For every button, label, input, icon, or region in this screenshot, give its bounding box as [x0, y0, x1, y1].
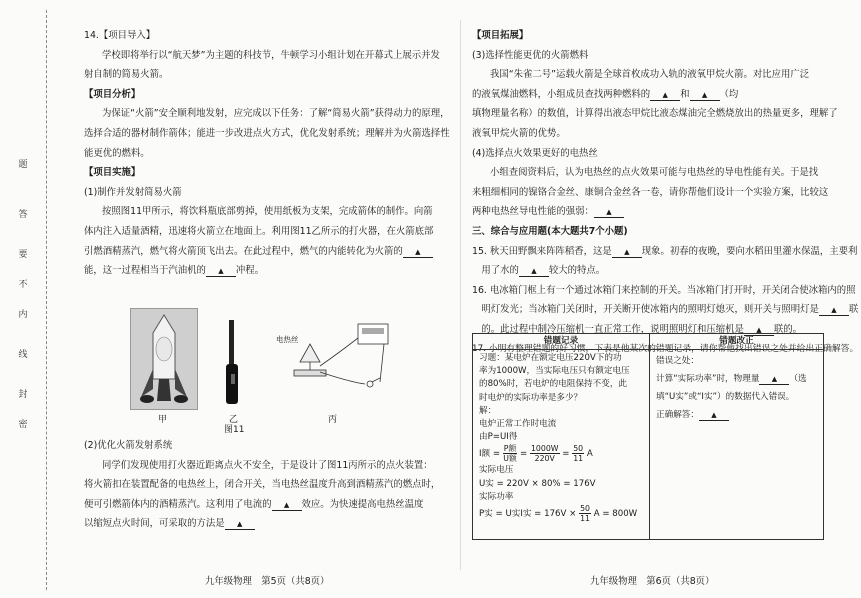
fig-label-c: 丙	[328, 415, 338, 425]
binding-char: 密	[18, 420, 28, 430]
impl-title: 【项目实施】	[84, 167, 141, 179]
fraction	[579, 504, 591, 523]
analysis-line: 为保证“火箭”安全顺利地发射，应完成以下任务：了解“简易火箭”获得动力的原理，	[102, 108, 450, 120]
answer-blank[interactable]: ▲	[403, 248, 433, 258]
answer-blank[interactable]: ▲	[519, 267, 549, 277]
impl-line: 体内注入适量酒精，迅速将火箭立在地面上。利用图11乙所示的打火器，在火箭底部	[84, 225, 434, 237]
correction-text: 正确解答：	[656, 410, 699, 420]
fig-label-b: 乙	[229, 415, 239, 425]
record-line: 时电炉的实际功率是多少？	[479, 392, 583, 403]
fraction	[530, 444, 560, 463]
subquestion-4: (4)选择点火效果更好的电热丝	[472, 147, 598, 159]
heating-wire-label: 电热丝	[276, 335, 299, 344]
fig-label-a: 甲	[158, 415, 168, 425]
opt-line: 将火箭扣在装置配备的电热丝上，闭合开关，当电热丝温度升高到酒精蒸汽的燃点时，	[84, 479, 441, 491]
impl-text: 能，这一过程相当于汽油机的	[84, 265, 206, 277]
equals-sign: =	[562, 449, 573, 460]
impl-line	[84, 261, 446, 281]
record-line: 解：	[479, 405, 497, 416]
opt-text: 便可引燃箭体内的酒精蒸汽。这利用了电流的	[84, 498, 272, 510]
record-line: 实际功率	[479, 491, 514, 502]
section-3-title: 三、综合与应用题(本大题共7个小题)	[472, 225, 628, 237]
q15-text: 15. 秋天田野飘来阵阵稻香，这是	[472, 245, 612, 257]
q16-line: 16. 电冰箱门框上有一个通过冰箱门来控制的开关。当冰箱门打开时，开关闭合使冰箱内的照	[472, 284, 856, 296]
fuel-text: （均	[719, 88, 739, 100]
fuel-text: 的液氧煤油燃料，小组成员查找两种燃料的	[472, 88, 651, 100]
q16-text: 的。此过程中制冷压缩机一直正常工作，说明照明灯和压缩机是	[481, 323, 744, 335]
formula-text: P实 = U实I实 = 176V ×	[479, 509, 580, 520]
error-record-column	[473, 334, 650, 539]
answer-blank[interactable]: ▲	[272, 501, 302, 511]
q14-title: 14.【项目导入】	[84, 30, 156, 41]
correction-line: 错误之处：	[656, 356, 699, 366]
binding-char: 要	[18, 250, 28, 260]
record-line: U实 = 220V × 80% = 176V	[479, 478, 596, 489]
numerator: P额	[503, 444, 517, 454]
analysis-line: 选择合适的器材制作箭体；能进一步改进点火方式，优化发射系统；理解并为火箭选择性	[84, 127, 450, 139]
binding-char: 内	[18, 310, 28, 320]
subquestion-1: (1)制作并发射简易火箭	[84, 186, 182, 198]
wire-line: 来粗细相同的镍铬合金丝、康铜合金丝各一卷，请你帮他们设计一个实验方案，比较这	[472, 186, 829, 198]
fuel-line	[472, 85, 822, 105]
opt-line	[84, 495, 446, 515]
wire-line	[472, 202, 822, 222]
subquestion-3: (3)选择性能更优的火箭燃料	[472, 49, 589, 61]
record-line: 的80%时，若电炉的电阻保持不变，此	[479, 379, 628, 390]
record-line: 电炉正常工作时电流	[479, 419, 557, 430]
answer-blank[interactable]: ▲	[594, 208, 624, 218]
answer-blank[interactable]: ▲	[699, 411, 729, 421]
denominator: U额	[503, 454, 517, 464]
answer-blank[interactable]: ▲	[612, 248, 642, 258]
record-line: 实际电压	[479, 465, 514, 476]
opt-line: 同学们发现使用打火器近距离点火不安全，于是设计了图11丙所示的点火装置：	[102, 459, 433, 471]
rocket-photo	[130, 308, 198, 410]
correction-line	[656, 406, 817, 424]
correction-column	[650, 334, 823, 539]
q15-line	[472, 261, 822, 281]
answer-blank[interactable]: ▲	[819, 306, 849, 316]
q15-text: 用了水的	[481, 265, 519, 277]
numerator: 50	[580, 504, 590, 514]
answer-blank[interactable]: ▲	[759, 375, 789, 385]
q16-text: 联	[848, 304, 859, 316]
answer-blank[interactable]: ▲	[206, 267, 236, 277]
denominator: 220V	[534, 454, 555, 464]
answer-blank[interactable]: ▲	[690, 91, 720, 101]
fuel-line: 液氧甲烷火箭的优势。	[472, 127, 566, 139]
figure-11	[130, 302, 390, 435]
record-line: 由P=UI得	[479, 432, 518, 443]
formula-text: A = 800W	[593, 509, 638, 520]
q17-line: 17. 小明有整理错题的好习惯，下表是他某次的错题记录，请你帮他找出错误之处并给出正确解答。	[472, 343, 859, 354]
page-divider	[460, 20, 461, 570]
q16-text: 联的。	[773, 323, 803, 335]
subquestion-2: (2)优化火箭发射系统	[84, 440, 173, 451]
error-record-body	[473, 350, 649, 526]
intro-line: 射自制的简易火箭。	[84, 69, 169, 81]
formula-text: I额 =	[479, 449, 503, 460]
unit-text: A	[586, 449, 593, 460]
right-footer: 九年级物理 第6页（共8页）	[590, 576, 715, 587]
lighter-illustration	[218, 320, 248, 410]
fuel-line: 我国“朱雀二号”运载火箭是全球首枚成功入轨的液氧甲烷火箭。对比应用广泛	[490, 69, 810, 81]
binding-char: 线	[18, 350, 28, 360]
table-header-correction: 错题改正	[650, 334, 823, 350]
power-formula	[479, 504, 643, 524]
ext-title: 【项目拓展】	[472, 30, 529, 41]
binding-char: 题	[18, 160, 28, 170]
record-line: 习题：某电炉在额定电压220V下的功	[479, 353, 622, 363]
current-formula	[479, 444, 643, 464]
figure-caption: 图11	[224, 425, 245, 435]
analysis-title: 【项目分析】	[84, 88, 141, 100]
wire-line: 小组查阅资料后，认为电热丝的点火效果可能与电热丝的导电性能有关。于是找	[490, 167, 819, 179]
correction-body	[650, 350, 823, 426]
left-footer: 九年级物理 第5页（共8页）	[205, 576, 330, 587]
error-record-table	[472, 333, 859, 540]
q15-line	[472, 242, 858, 262]
correction-line: 填“U实”或“I实”）的数据代入错误。	[656, 392, 795, 402]
q15-text: 现象。初春的夜晚，要向水稻田里灌水保温，主要利	[641, 245, 858, 257]
fraction	[503, 444, 518, 463]
correction-text: （选	[789, 374, 807, 384]
equals-sign: =	[520, 449, 530, 460]
fraction	[572, 444, 584, 463]
answer-blank[interactable]: ▲	[225, 520, 255, 530]
wire-text: 两种电热丝导电性能的强弱：	[472, 206, 594, 218]
numerator: 50	[573, 444, 584, 454]
fuel-line: 填物理量名称）的数值，计算得出液态甲烷比液态煤油完全燃烧放出的热量更多，理解了	[472, 108, 838, 120]
denominator: 11	[580, 514, 590, 524]
q15-text: 较大的特点。	[548, 265, 606, 277]
impl-text: 引燃酒精蒸汽，燃气将火箭顶飞出去。在此过程中，燃气的内能转化为火箭的	[84, 245, 403, 257]
intro-line: 学校即将举行以“航天梦”为主题的科技节，牛顿学习小组计划在开幕式上展示并发	[102, 49, 440, 61]
impl-line	[84, 242, 446, 262]
opt-line	[84, 514, 446, 534]
left-page	[84, 26, 450, 281]
impl-text: 冲程。	[235, 265, 265, 277]
answer-blank[interactable]: ▲	[650, 91, 680, 101]
answer-blank[interactable]: ▲	[744, 326, 774, 336]
numerator: 1000W	[530, 444, 559, 454]
right-page	[472, 26, 859, 359]
fuel-text: 和	[680, 88, 690, 100]
correction-line	[656, 370, 817, 388]
binding-char: 答	[18, 210, 28, 220]
impl-line: 按照图11甲所示，将饮料瓶底部剪掉，使用纸板为支架，完成箭体的制作。向箭	[102, 206, 433, 218]
binding-char: 不	[18, 280, 28, 290]
binding-margin	[6, 10, 47, 590]
opt-text: 效应。为快速提高电热丝温度	[301, 498, 424, 510]
denominator: 11	[573, 454, 584, 464]
table-header-record: 错题记录	[473, 334, 649, 350]
record-line: 率为1000W，当实际电压只有额定电压	[479, 366, 630, 377]
opt-text: 以缩短点火时间，可采取的方法是	[84, 518, 225, 530]
q16-line	[472, 300, 859, 320]
correction-text: 计算“实际功率”时，物理量	[656, 374, 760, 384]
analysis-line: 能更优的燃料。	[84, 147, 150, 159]
binding-char: 封	[18, 390, 28, 400]
q16-text: 明灯发光；当冰箱门关闭时，开关断开使冰箱内的照明灯熄灭，则开关与照明灯是	[481, 304, 819, 316]
left-page-lower	[84, 436, 446, 534]
